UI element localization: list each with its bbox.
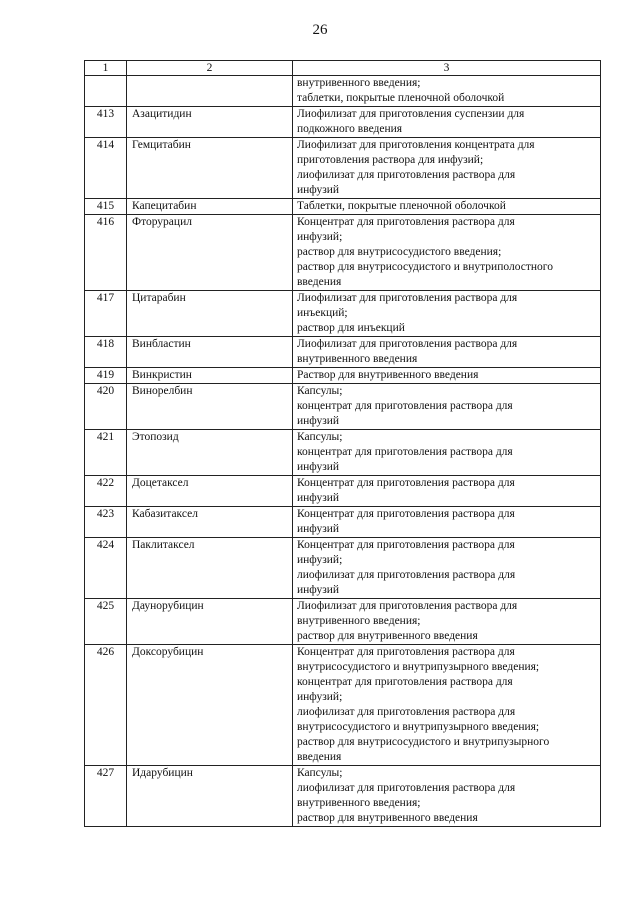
dosage-forms xyxy=(293,215,601,291)
dosage-form-line: инфузий xyxy=(297,461,340,473)
drug-name xyxy=(127,76,293,107)
table-row xyxy=(85,766,601,827)
dosage-form-line: Концентрат для приготовления раствора для xyxy=(297,477,515,489)
dosage-form-line: инъекций; xyxy=(297,307,348,319)
table-header-row xyxy=(85,61,601,76)
dosage-form-line: концентрат для приготовления раствора для xyxy=(297,446,513,458)
dosage-form-line: Лиофилизат для приготовления раствора для xyxy=(297,338,518,350)
dosage-form-line: Концентрат для приготовления раствора для xyxy=(297,508,515,520)
dosage-form-line: введения xyxy=(297,751,342,763)
table-row xyxy=(85,199,601,215)
column-header-number: 1 xyxy=(85,61,127,76)
row-number: 419 xyxy=(85,368,127,384)
dosage-form-line: Лиофилизат для приготовления концентрата для xyxy=(297,139,535,151)
table-row xyxy=(85,76,601,107)
dosage-form-line: внутривенного введения; xyxy=(297,797,421,809)
dosage-form-line: лиофилизат для приготовления раствора для xyxy=(297,706,516,718)
dosage-form-line: Лиофилизат для приготовления раствора для xyxy=(297,600,518,612)
dosage-form-line: Лиофилизат для приготовления суспензии для xyxy=(297,108,525,120)
drug-name: Азацитидин xyxy=(127,107,293,138)
dosage-form-line: Капсулы; xyxy=(297,431,343,443)
row-number: 415 xyxy=(85,199,127,215)
dosage-form-line: концентрат для приготовления раствора для xyxy=(297,676,513,688)
dosage-form-line: Капсулы; xyxy=(297,385,343,397)
dosage-form-line: инфузий; xyxy=(297,231,343,243)
drug-name: Паклитаксел xyxy=(127,538,293,599)
dosage-form-line: внутрисосудистого и внутрипузырного введения; xyxy=(297,661,540,673)
drug-table xyxy=(84,60,601,827)
dosage-forms xyxy=(293,766,601,827)
dosage-form-line: раствор для внутрисосудистого и внутриполостного xyxy=(297,261,553,273)
table-body xyxy=(85,76,601,827)
dosage-form-line: внутрисосудистого и внутрипузырного введения; xyxy=(297,721,540,733)
dosage-form-line: раствор для внутрисосудистого и внутрипузырного xyxy=(297,736,550,748)
row-number: 426 xyxy=(85,645,127,766)
dosage-forms xyxy=(293,76,601,107)
dosage-form-line: инфузий; xyxy=(297,691,343,703)
dosage-form-line: раствор для инъекций xyxy=(297,322,405,334)
dosage-forms xyxy=(293,476,601,507)
dosage-form-line: внутривенного введения; xyxy=(297,615,421,627)
dosage-form-line: Концентрат для приготовления раствора для xyxy=(297,646,515,658)
dosage-form-line: лиофилизат для приготовления раствора для xyxy=(297,569,516,581)
table-row xyxy=(85,384,601,430)
drug-name: Цитарабин xyxy=(127,291,293,337)
row-number: 423 xyxy=(85,507,127,538)
table-row xyxy=(85,138,601,199)
drug-name: Гемцитабин xyxy=(127,138,293,199)
drug-name: Даунорубицин xyxy=(127,599,293,645)
row-number: 420 xyxy=(85,384,127,430)
row-number: 421 xyxy=(85,430,127,476)
drug-name: Доксорубицин xyxy=(127,645,293,766)
dosage-form-line: инфузий; xyxy=(297,554,343,566)
row-number: 422 xyxy=(85,476,127,507)
dosage-forms xyxy=(293,538,601,599)
table-row xyxy=(85,215,601,291)
dosage-form-line: таблетки, покрытые пленочной оболочкой xyxy=(297,92,505,104)
table-row xyxy=(85,337,601,368)
row-number: 417 xyxy=(85,291,127,337)
dosage-forms xyxy=(293,337,601,368)
dosage-form-line: лиофилизат для приготовления раствора для xyxy=(297,782,516,794)
table-row xyxy=(85,507,601,538)
dosage-forms xyxy=(293,138,601,199)
table-row xyxy=(85,430,601,476)
dosage-form-line: концентрат для приготовления раствора для xyxy=(297,400,513,412)
dosage-form-line: раствор для внутривенного введения xyxy=(297,812,478,824)
dosage-form-line: инфузий xyxy=(297,523,340,535)
row-number: 427 xyxy=(85,766,127,827)
dosage-forms xyxy=(293,107,601,138)
table-row xyxy=(85,476,601,507)
dosage-form-line: Таблетки, покрытые пленочной оболочкой xyxy=(297,200,506,212)
dosage-form-line: инфузий xyxy=(297,584,340,596)
drug-name: Фторурацил xyxy=(127,215,293,291)
dosage-form-line: внутривенного введения xyxy=(297,353,418,365)
drug-name: Винбластин xyxy=(127,337,293,368)
column-header-forms: 3 xyxy=(293,61,601,76)
dosage-forms xyxy=(293,645,601,766)
dosage-form-line: инфузий xyxy=(297,492,340,504)
dosage-forms xyxy=(293,430,601,476)
drug-name: Винкристин xyxy=(127,368,293,384)
drug-name: Винорелбин xyxy=(127,384,293,430)
table-row xyxy=(85,599,601,645)
drug-name: Идарубицин xyxy=(127,766,293,827)
table-row xyxy=(85,538,601,599)
table-row xyxy=(85,291,601,337)
dosage-form-line: Концентрат для приготовления раствора для xyxy=(297,539,515,551)
drug-name: Капецитабин xyxy=(127,199,293,215)
dosage-forms xyxy=(293,368,601,384)
dosage-form-line: Капсулы; xyxy=(297,767,343,779)
page-number: 26 xyxy=(312,22,328,38)
row-number: 416 xyxy=(85,215,127,291)
dosage-form-line: введения xyxy=(297,276,342,288)
drug-name: Этопозид xyxy=(127,430,293,476)
table-row xyxy=(85,107,601,138)
dosage-form-line: приготовления раствора для инфузий; xyxy=(297,154,484,166)
dosage-form-line: инфузий xyxy=(297,415,340,427)
dosage-form-line: инфузий xyxy=(297,184,340,196)
dosage-forms xyxy=(293,291,601,337)
row-number: 418 xyxy=(85,337,127,368)
table-row xyxy=(85,368,601,384)
dosage-form-line: Раствор для внутривенного введения xyxy=(297,369,479,381)
drug-name: Кабазитаксел xyxy=(127,507,293,538)
row-number: 425 xyxy=(85,599,127,645)
column-header-name: 2 xyxy=(127,61,293,76)
dosage-form-line: раствор для внутривенного введения xyxy=(297,630,478,642)
dosage-form-line: Лиофилизат для приготовления раствора для xyxy=(297,292,518,304)
dosage-form-line: раствор для внутрисосудистого введения; xyxy=(297,246,502,258)
drug-name: Доцетаксел xyxy=(127,476,293,507)
dosage-forms xyxy=(293,384,601,430)
dosage-form-line: подкожного введения xyxy=(297,123,403,135)
dosage-forms xyxy=(293,507,601,538)
dosage-forms xyxy=(293,599,601,645)
dosage-form-line: Концентрат для приготовления раствора для xyxy=(297,216,515,228)
row-number: 424 xyxy=(85,538,127,599)
table-row xyxy=(85,645,601,766)
dosage-form-line: внутривенного введения; xyxy=(297,77,421,89)
dosage-form-line: лиофилизат для приготовления раствора для xyxy=(297,169,516,181)
dosage-forms xyxy=(293,199,601,215)
row-number: 414 xyxy=(85,138,127,199)
row-number xyxy=(85,76,127,107)
row-number: 413 xyxy=(85,107,127,138)
